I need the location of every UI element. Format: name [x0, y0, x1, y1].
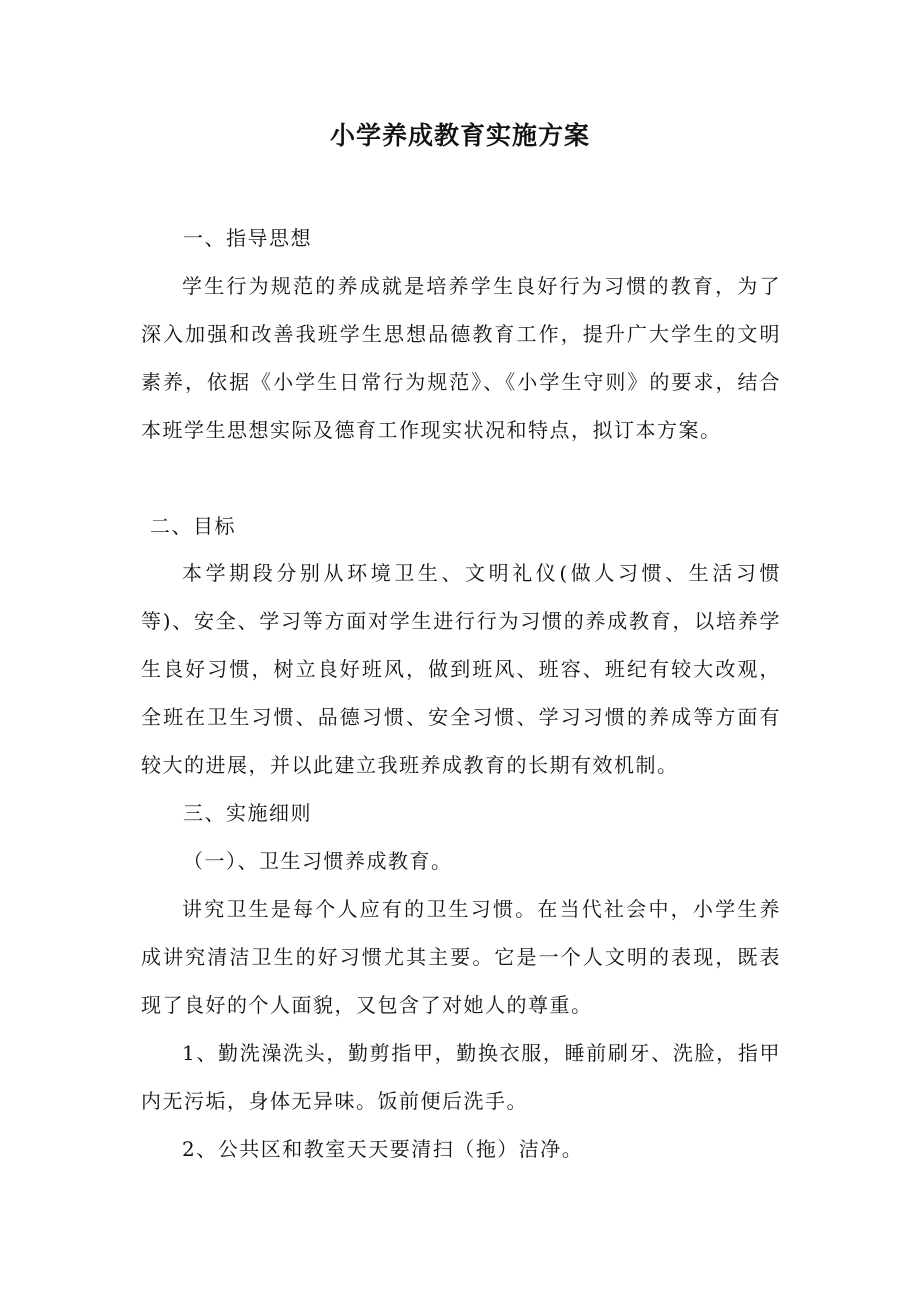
list-item-hygiene-2: 2、公共区和教室天天要清扫（拖）洁净。 — [182, 1137, 584, 1161]
document-title: 小学养成教育实施方案 — [329, 121, 590, 150]
section-heading-guiding-ideology: 一、指导思想 — [183, 226, 312, 250]
section-paragraph-goals: 本学期段分别从环境卫生、文明礼仪(做人习惯、生活习惯等)、安全、学习等方面对学生进行行为习惯的养成教育，以培养学生良好习惯，树立良好班风，做到班风、班容、班纪有较大改观，全班在卫生习惯、品德习惯、安全习惯、学习习惯的养成等方面有较大的进展，并以此建立我班养成教育的长期有效机制。 — [141, 561, 781, 777]
section-paragraph-guiding-ideology: 学生行为规范的养成就是培养学生良好行为习惯的教育，为了深入加强和改善我班学生思想品德教育工作，提升广大学生的文明素养，依据《小学生日常行为规范》、《小学生守则》的要求，结合本班学生思想实际及德育工作现实状况和特点，拟订本方案。 — [141, 274, 781, 442]
section-paragraph-hygiene: 讲究卫生是每个人应有的卫生习惯。在当代社会中，小学生养成讲究清洁卫生的好习惯尤其主要。它是一个人文明的表现，既表现了良好的个人面貌，又包含了对她人的尊重。 — [141, 897, 781, 1017]
subsection-heading-hygiene: （一）、卫生习惯养成教育。 — [183, 849, 453, 873]
list-item-hygiene-1: 1、勤洗澡洗头，勤剪指甲，勤换衣服，睡前刷牙、洗脸，指甲内无污垢，身体无异味。饭前便后洗手。 — [141, 1041, 781, 1113]
section-heading-goals: 二、目标 — [150, 514, 236, 538]
section-heading-implementation: 三、实施细则 — [183, 801, 312, 825]
